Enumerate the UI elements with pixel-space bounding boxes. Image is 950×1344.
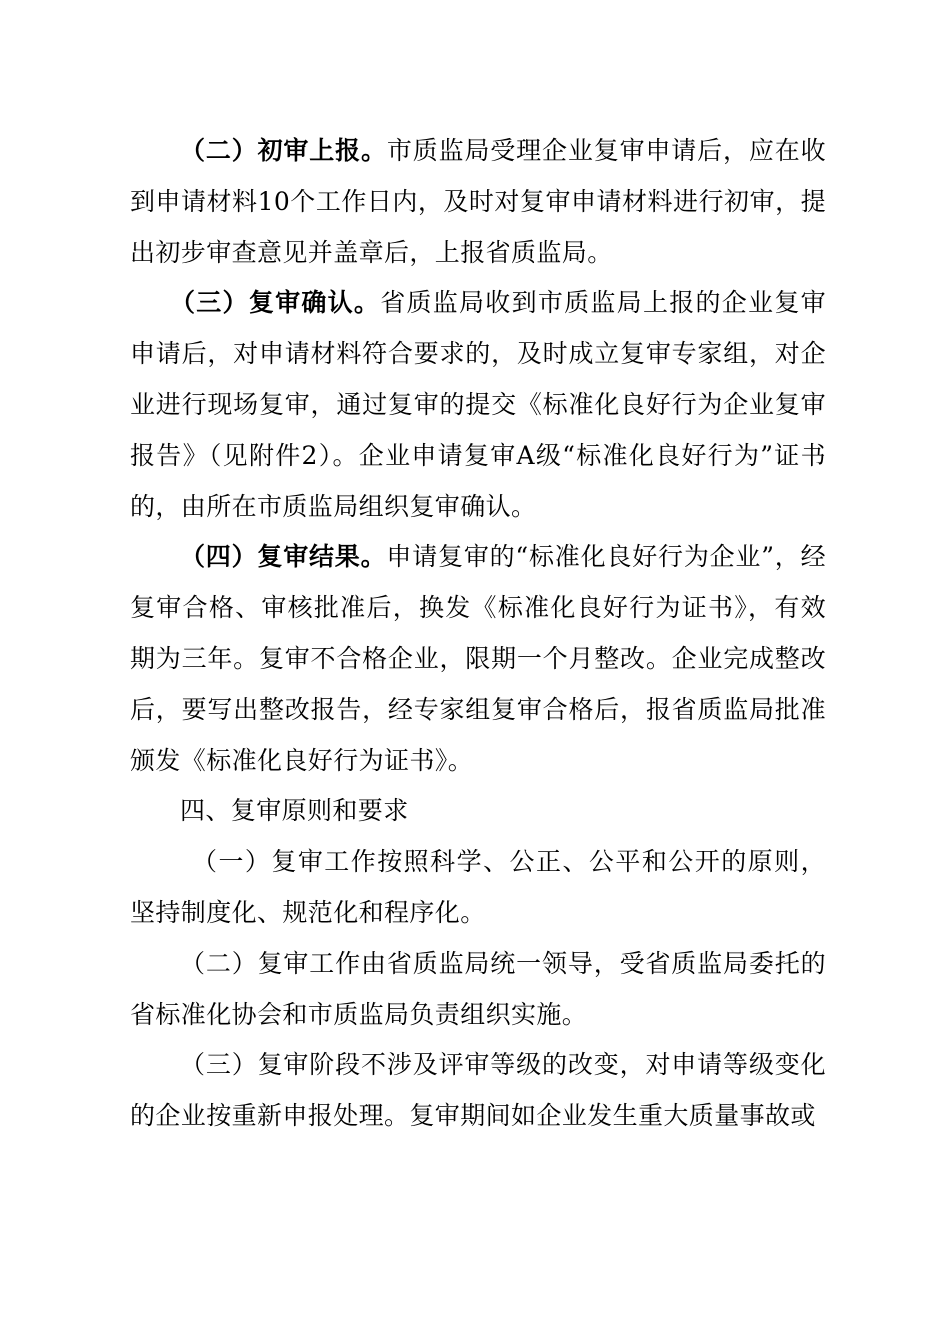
- list-item-grade-change: （三）复审阶段不涉及评审等级的改变，对申请等级变化的企业按重新申报处理。复审期间如企业发生重大质量事故或: [130, 1050, 826, 1131]
- paragraph-preliminary-review: [130, 126, 826, 278]
- list-item-leadership: （二）复审工作由省质监局统一领导，受省质监局委托的省标准化协会和市质监局负责组织实施。: [130, 948, 826, 1029]
- document-page: [130, 126, 826, 1142]
- paragraph-body: 申请复审的“标准化良好行为企业”，经复审合格、审核批准后，换发《标准化良好行为证书》，有效期为三年。复审不合格企业，限期一个月整改。企业完成整改后，要写出整改报告，经专家组复审合格后，报省质监局批准颁发《标准化良好行为证书》。: [130, 542, 827, 775]
- paragraph-lead: （四）复审结果。: [180, 542, 387, 572]
- paragraph-lead: （三）复审确认。: [170, 288, 381, 318]
- section-heading: 四、复审原则和要求: [180, 796, 409, 826]
- paragraph-review-confirmation: [130, 278, 826, 532]
- paragraph-review-result: [130, 532, 826, 786]
- paragraph-body: 省质监局收到市质监局上报的企业复审申请后，对申请材料符合要求的，及时成立复审专家组，对企业进行现场复审，通过复审的提交《标准化良好行为企业复审报告》（见附件2）。企业申请复审A级“标准化良好行为”证书的，由所在市质监局组织复审确认。: [130, 288, 826, 521]
- list-item-principles: （一）复审工作按照科学、公正、公平和公开的原则，坚持制度化、规范化和程序化。: [130, 847, 826, 927]
- paragraph-lead: （二）初审上报。: [180, 136, 387, 165]
- paragraph-body: 市质监局受理企业复审申请后，应在收到申请材料10个工作日内，及时对复审申请材料进行初审，提出初步审查意见并盖章后，上报省质监局。: [130, 136, 826, 267]
